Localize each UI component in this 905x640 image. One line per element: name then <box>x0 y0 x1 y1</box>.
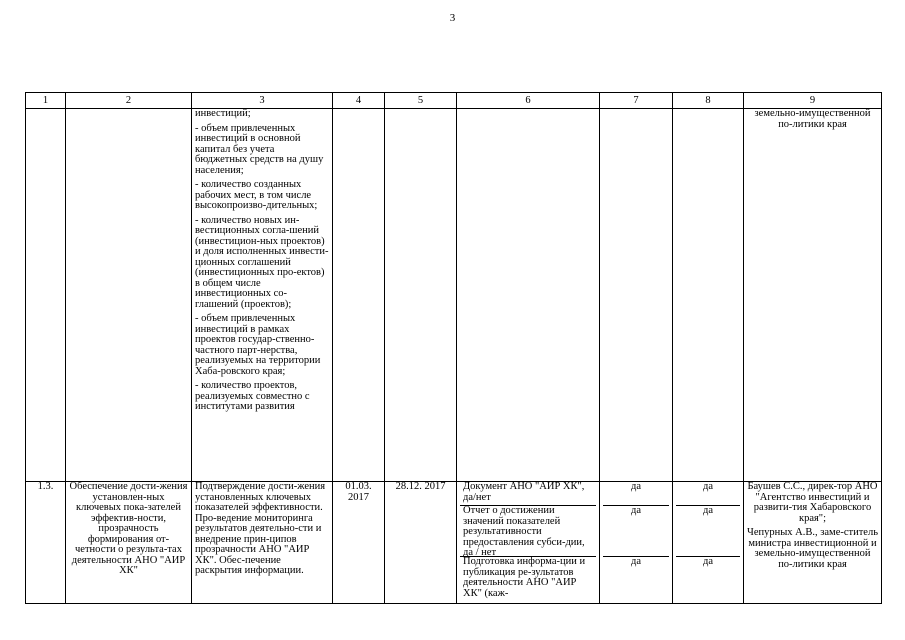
column-number: 8 <box>673 93 744 109</box>
indicator-text: - объем привлеченных инвестиций в рамках проектов государ-ственно-частного парт-нерства, реализуемых на территории Хаба-ровского края; <box>195 313 321 377</box>
value-cell-col7 <box>600 482 673 604</box>
measures-table <box>25 92 882 604</box>
responsible-cell <box>744 482 882 604</box>
column-number: 9 <box>744 93 882 109</box>
indicator-value: да <box>702 557 713 567</box>
indicator-text: инвестиций; <box>195 108 251 119</box>
cell-empty <box>333 109 385 482</box>
column-number: 2 <box>66 93 192 109</box>
indicator-text: - объем привлеченных инвестиций в основной капитал без учета бюджетных средств на душу населения; <box>195 122 324 176</box>
indicator-value: да <box>603 506 669 557</box>
indicator-value: да <box>676 482 740 506</box>
indicator-name-cell <box>457 482 600 604</box>
measure-content-cell: Подтверждение дости-жения установленных ключевых показателей эффективности. Про-ведение мониторинга результатов деятельно-сти и внедрение прин-ципов прозрачности АНО "АИР ХК". Обес-печение раскрытия информации. <box>192 482 333 604</box>
column-number: 3 <box>192 93 333 109</box>
row-number: 1.3. <box>26 482 66 604</box>
indicator-value: да <box>676 506 740 557</box>
indicator-text: - количество новых ин-вестиционных согла-шений (инвестицион-ных проектов) и доля исполненных инвести-ционных соглашений (инвестиционных про-ектов) в общем числе инвестиционных со-глашений (проектов); <box>195 214 329 310</box>
indicator-subrow: Отчет о достижении значений показателей результативности предоставления субси-дии, да / нет <box>460 506 596 557</box>
indicators-cell <box>192 109 333 482</box>
column-number: 4 <box>333 93 385 109</box>
indicator-text: - количество созданных рабочих мест, в том числе высокопроизво-дительных; <box>195 179 318 211</box>
indicator-value: да <box>630 557 641 567</box>
indicator-subrow: Подготовка информа-ции и публикация ре-зультатов деятельности АНО "АИР ХК" (каж- <box>463 557 586 599</box>
measure-name-cell: Обеспечение дости-жения установлен-ных ключевых пока-зателей эффектив-ности, прозрачность формирования от-четности о результа-тах деятельности АНО "АИР ХК" <box>66 482 192 604</box>
responsible-person: Баушев С.С., дирек-тор АНО "Агентство инвестиций и развити-тия Хабаровского края"; <box>747 481 878 524</box>
column-number: 6 <box>457 93 600 109</box>
cell-empty <box>673 109 744 482</box>
column-number: 1 <box>26 93 66 109</box>
indicator-value: да <box>603 482 669 506</box>
responsible-cell: земельно-имущественной по-литики края <box>744 109 882 482</box>
column-number: 7 <box>600 93 673 109</box>
value-cell-col8 <box>673 482 744 604</box>
end-date-cell: 28.12. 2017 <box>385 482 457 604</box>
start-date-cell: 01.03. 2017 <box>333 482 385 604</box>
table-row-continuation <box>26 109 882 482</box>
indicator-subrow: Документ АНО "АИР ХК", да/нет <box>460 482 596 506</box>
cell-empty <box>66 109 192 482</box>
responsible-person: Чепурных А.В., заме-ститель министра инвестиционной и земельно-имущественной по-литики края <box>747 527 878 570</box>
page-number: 3 <box>449 12 456 24</box>
column-numbers-row <box>26 93 882 109</box>
table-row-1-3 <box>26 482 882 604</box>
cell-empty <box>600 109 673 482</box>
cell-empty <box>457 109 600 482</box>
indicator-text: - количество проектов, реализуемых совместно с институтами развития <box>195 380 310 412</box>
cell-empty <box>26 109 66 482</box>
column-number: 5 <box>385 93 457 109</box>
cell-empty <box>385 109 457 482</box>
